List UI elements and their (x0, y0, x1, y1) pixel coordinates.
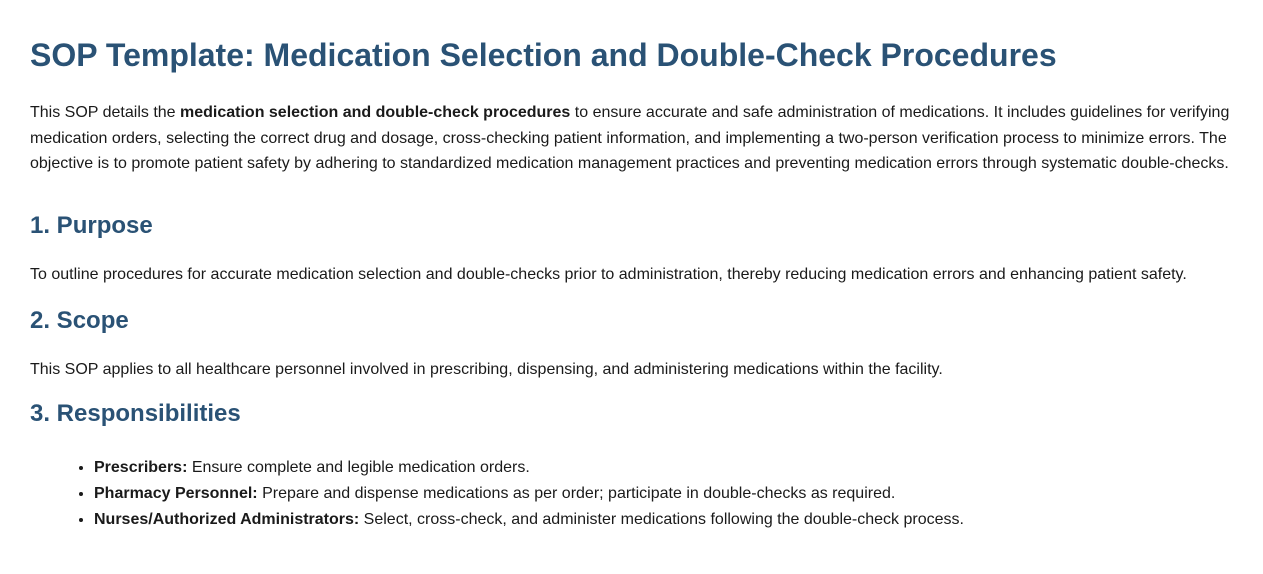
page-title: SOP Template: Medication Selection and Double-Check Procedures (30, 37, 1057, 73)
responsibilities-heading: 3. Responsibilities (30, 399, 241, 427)
intro-bold-phrase: medication selection and double-check procedures (180, 104, 571, 121)
role-label: Prescribers: (94, 458, 188, 476)
purpose-heading: 1. Purpose (30, 211, 153, 239)
role-description: Select, cross-check, and administer medications following the double-check process. (359, 510, 964, 528)
role-label: Pharmacy Personnel: (94, 484, 258, 502)
intro-text-end: to ensure accurate and safe administration of medications. It includes guidelines for verifying medication orders, selecting the correct drug and dosage, cross-checking patient information, and implementing a two-person verification process to minimize errors. The objective is to promote patient safety by adhering to standardized medication management practices and preventing medication errors through systematic double-checks. (30, 104, 1230, 172)
purpose-text: To outline procedures for accurate medication selection and double-checks prior to administration, thereby reducing medication errors and enhancing patient safety. (30, 265, 1187, 283)
role-description: Ensure complete and legible medication orders. (187, 458, 530, 476)
list-item (94, 481, 1233, 507)
intro-text-start: This SOP details the (30, 104, 180, 121)
intro-paragraph (30, 100, 1233, 177)
list-item (94, 507, 1233, 533)
responsibilities-list (30, 455, 1233, 533)
scope-heading: 2. Scope (30, 306, 129, 334)
scope-text: This SOP applies to all healthcare personnel involved in prescribing, dispensing, and administering medications within the facility. (30, 360, 943, 378)
list-item (94, 455, 1233, 481)
role-description: Prepare and dispense medications as per order; participate in double-checks as required. (257, 484, 896, 502)
role-label: Nurses/Authorized Administrators: (94, 510, 360, 528)
